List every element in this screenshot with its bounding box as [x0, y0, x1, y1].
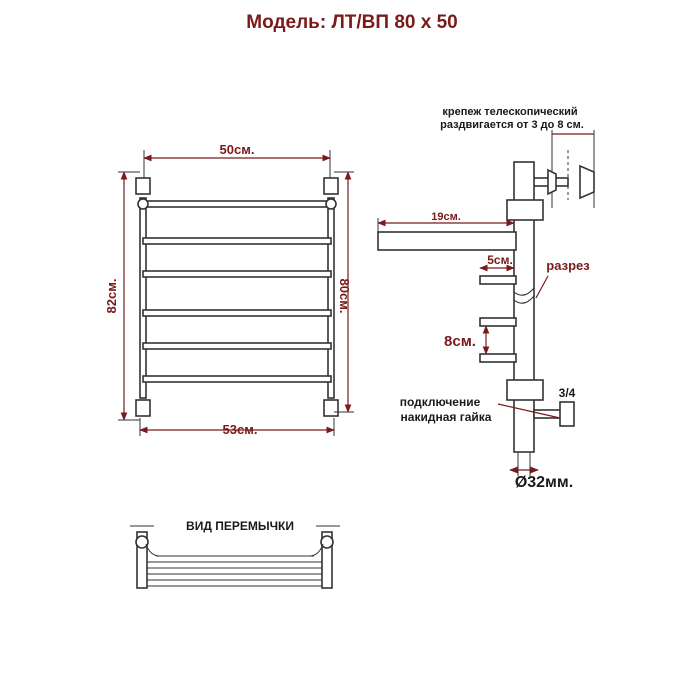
- left-vertical-pipe: [140, 198, 146, 398]
- crossbar: [143, 343, 331, 349]
- union-nut: [560, 402, 574, 426]
- crossbar: [143, 310, 331, 316]
- bridge-right-knob: [321, 536, 333, 548]
- shelf-depth-label: 19см.: [431, 211, 461, 223]
- mount-note-line2: раздвигается от 3 до 8 см.: [440, 119, 584, 131]
- wall-flange: [548, 170, 556, 194]
- bridge-view-title: ВИД ПЕРЕМЫЧКИ: [186, 519, 294, 533]
- side-bottom-fitting: [507, 380, 543, 400]
- connection-label-line1: подключение: [399, 395, 481, 409]
- bridge-curve-right: [309, 544, 323, 556]
- bridge-left-knob: [136, 536, 148, 548]
- inner-height-label: 80см.: [337, 278, 352, 314]
- thread-label: 3/4: [558, 386, 576, 400]
- short-arm: [480, 276, 516, 284]
- bottom-width-label: 53см.: [222, 422, 258, 437]
- mount-note-line1: крепеж телескопический: [442, 106, 578, 118]
- shelf-arm: [378, 232, 516, 250]
- pipe-diameter-label: Ø32мм.: [514, 474, 574, 491]
- top-rail: [143, 201, 331, 207]
- short-arm-label: 5см.: [487, 253, 513, 267]
- bottom-right-fitting: [324, 400, 338, 416]
- lower-arm-upper: [480, 318, 516, 326]
- bridge-view: [130, 519, 340, 588]
- top-width-label: 50см.: [219, 142, 255, 157]
- side-view: [378, 106, 594, 491]
- right-vertical-pipe: [328, 198, 334, 398]
- model-title: Модель: ЛТ/ВП 80 х 50: [246, 12, 458, 33]
- lower-arm-lower: [480, 354, 516, 362]
- top-right-fitting: [324, 178, 338, 194]
- bridge-curve-left: [146, 544, 160, 556]
- top-left-fitting: [136, 178, 150, 194]
- crossbar: [143, 238, 331, 244]
- wall-plate: [580, 166, 594, 198]
- front-view: [104, 142, 354, 437]
- crossbar: [143, 376, 331, 382]
- bottom-left-fitting: [136, 400, 150, 416]
- gap-label: 8см.: [444, 333, 476, 350]
- side-top-fitting: [507, 200, 543, 220]
- connection-label-line2: накидная гайка: [400, 410, 492, 424]
- crossbar: [143, 271, 331, 277]
- cut-label: разрез: [546, 258, 590, 273]
- top-left-joint: [138, 199, 148, 209]
- outer-height-label: 82см.: [104, 278, 119, 314]
- top-right-joint: [326, 199, 336, 209]
